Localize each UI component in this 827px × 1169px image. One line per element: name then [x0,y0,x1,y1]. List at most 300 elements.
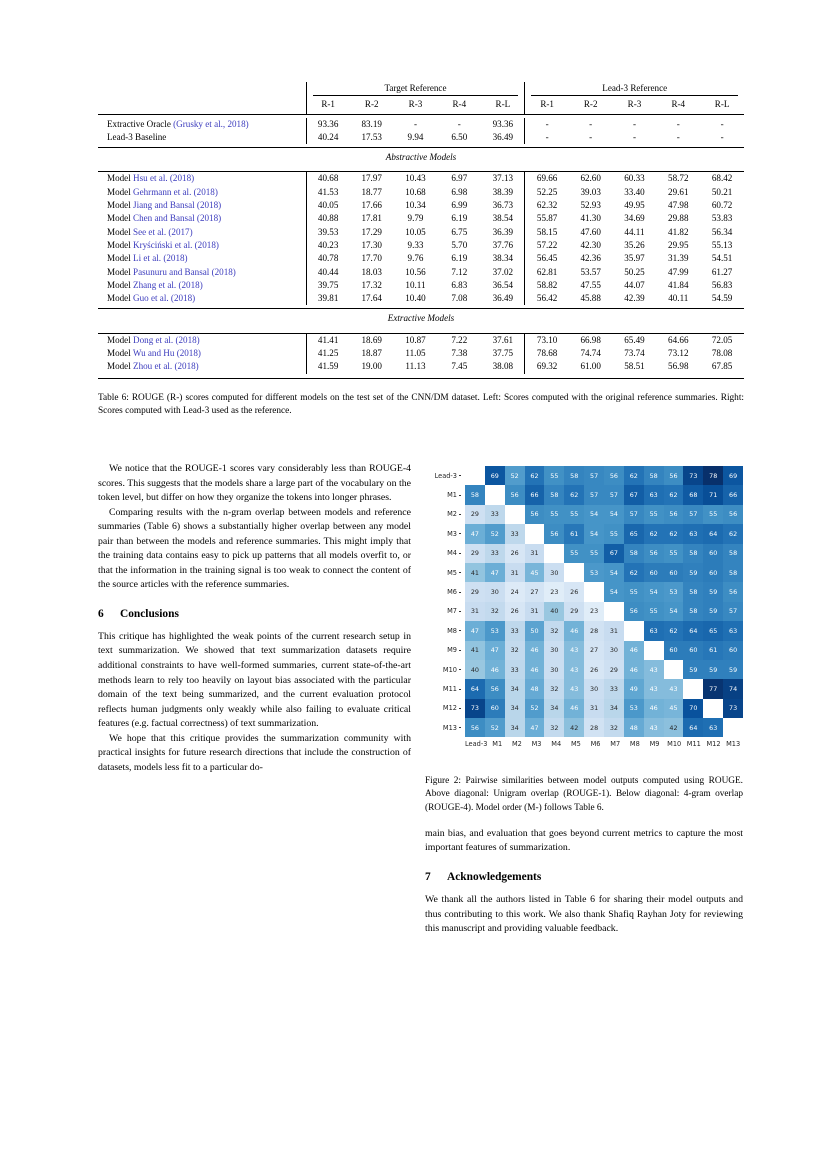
table-cell: 35.26 [624,239,645,250]
table-cell: 66.98 [580,334,601,345]
heatmap-cell: 29 [564,602,584,621]
table-cell: 41.53 [306,186,350,199]
heatmap-column-label: M13 [726,740,741,749]
table-cell: 11.13 [405,361,426,372]
heatmap-cell: 47 [465,621,485,640]
heatmap-cell: 73 [683,466,703,485]
heatmap-cell: 77 [703,679,723,698]
heatmap-cell: 45 [664,699,684,718]
table-cell: 40.88 [306,212,350,225]
table-cell: 41.84 [668,279,689,290]
heatmap-cell: 31 [505,563,525,582]
table-cell: 29.61 [668,186,689,197]
table-cell: 41.25 [306,347,350,360]
table-section-label-row [98,309,744,329]
table-cell: 7.08 [451,293,468,304]
rule-cell [656,374,700,379]
heatmap-cell: 71 [703,485,723,504]
section-title: Conclusions [120,607,179,620]
table-cell: 72.05 [711,334,733,345]
heatmap-cell: 30 [544,660,564,679]
heatmap-cell: 56 [624,602,644,621]
table-cell: 55.87 [525,212,569,225]
heatmap-cell: 26 [505,602,525,621]
citation-link[interactable]: Gehrmann et al. (2018) [133,186,218,197]
table-cell: 55.13 [711,239,733,250]
table-cell: 40.44 [306,266,350,279]
heatmap-cell: 23 [544,582,564,601]
table-cell: 17.53 [361,131,382,142]
heatmap-cell: 55 [544,505,564,524]
heatmap-cell: 57 [624,505,644,524]
heatmap-cell: 60 [683,641,703,660]
table-cell: 56.83 [711,279,733,290]
table-section-label: Extractive Models [387,313,455,324]
table-section-label-row [98,148,744,168]
heatmap-column-label: M2 [511,740,522,749]
rule-cell [394,374,438,379]
heatmap-cell: 60 [703,563,723,582]
heatmap-cell [664,660,684,679]
heatmap-cell: 63 [644,485,664,504]
heatmap-cell: 27 [525,582,545,601]
heatmap-cell: 58 [544,485,564,504]
heatmap-cell: 59 [703,582,723,601]
column-header: R-2 [583,99,598,110]
table-cell: 52.25 [525,186,569,199]
heatmap-cell: 56 [505,485,525,504]
citation-link[interactable]: Zhang et al. (2018) [133,279,203,290]
table-cell: 10.11 [405,279,426,290]
heatmap-cell: 48 [525,679,545,698]
table-cell: 18.87 [361,348,382,359]
section-number: 7 [425,870,431,883]
heatmap-cell: 31 [525,602,545,621]
heatmap-cell: 30 [584,679,604,698]
heatmap-cell: 46 [624,660,644,679]
table-cell: - [413,118,417,129]
heatmap-cell: 60 [664,563,684,582]
table-6 [98,82,744,379]
table-cell: 53.83 [711,213,733,224]
citation-link[interactable]: Kryściński et al. (2018) [133,239,219,250]
heatmap-column-label: M10 [667,740,682,749]
table-row-label: Model Jiang and Bansal (2018) [107,200,222,211]
table-cell: 62.32 [525,199,569,212]
citation-link[interactable]: (Grusky et al., 2018) [173,118,249,129]
table-cell: 78.08 [711,348,733,359]
heatmap-cell: 46 [624,641,644,660]
heatmap-cell: 63 [723,621,743,640]
table-cell: 41.59 [306,360,350,373]
heatmap-cell [604,602,624,621]
heatmap-cell: 63 [683,524,703,543]
table-cell: 40.24 [306,131,350,144]
heatmap-cell: 30 [544,641,564,660]
heatmap-cell: 54 [584,524,604,543]
heatmap-cell: 64 [703,524,723,543]
heatmap-cell: 57 [604,485,624,504]
table-cell: 39.81 [306,292,350,305]
table-cell: 7.38 [451,348,468,359]
heatmap-cell: 29 [465,505,485,524]
table-cell: 45.88 [580,293,601,304]
heatmap-cell: 31 [525,544,545,563]
heatmap-cell: 40 [544,602,564,621]
heatmap-cell: 56 [485,679,505,698]
table-cell: 69.66 [525,172,569,186]
table-cell: 6.19 [451,253,468,264]
table-cell: - [457,118,461,129]
heatmap-cell: 41 [465,563,485,582]
heatmap-cell: 34 [505,699,525,718]
table-cell: 17.81 [361,213,382,224]
heatmap-cell: 73 [723,699,743,718]
heatmap-cell: 52 [485,718,505,737]
paragraph-main-bias: main bias, and evaluation that goes beyond current metrics to capture the most important features of summarization. [425,827,743,854]
table-cell: 93.36 [306,118,350,131]
table-cell: 39.53 [306,226,350,239]
heatmap-cell: 58 [683,582,703,601]
table-cell: 41.82 [668,226,689,237]
table-group-header [306,82,525,98]
table-cell: 56.34 [711,226,733,237]
heatmap-cell: 34 [604,699,624,718]
heatmap-cell: 33 [505,621,525,640]
table-cell: 19.00 [361,361,382,372]
heatmap-row-label: Lead-3 [425,466,465,485]
table-row-label: Model Gehrmann et al. (2018) [107,186,218,197]
heatmap-cell: 30 [485,582,505,601]
heatmap-cell: 41 [465,641,485,660]
heatmap-cell: 54 [644,582,664,601]
heatmap-cell: 54 [584,505,604,524]
table-cell: 60.72 [711,200,733,211]
table-cell: 83.19 [361,118,382,129]
heatmap-cell: 31 [465,602,485,621]
heatmap-cell: 64 [465,679,485,698]
table-cell: 36.49 [492,293,514,304]
table-row-label: Model Pasunuru and Bansal (2018) [107,266,236,277]
heatmap-cell: 60 [644,563,664,582]
heatmap-cell: 62 [664,621,684,640]
table-cell: 31.39 [668,253,689,264]
heatmap-cell: 73 [465,699,485,718]
table-cell: 29.88 [668,213,689,224]
table-cell: 41.41 [306,333,350,347]
figure-caption: Figure 2: Pairwise similarities between model outputs computed using ROUGE. Above diagonal: Unigram overlap (ROUGE-1). Below diagonal: 4-gram overlap (ROUGE-4). Model order (M-) follows Table 6. [425,776,743,813]
table-cell: - [525,118,569,131]
heatmap-column-label: M1 [492,740,503,749]
heatmap-cell: 68 [683,485,703,504]
table-cell: 6.97 [451,173,468,184]
heatmap-cell: 62 [624,466,644,485]
paragraph-conclusions-2: We hope that this critique provides the summarization community with practical insights for future research directions that include the construction of datasets, models less fit to a particular do- [98,732,411,773]
table-cell: 73.10 [525,333,569,347]
table-cell: 9.76 [407,253,424,264]
heatmap-cell: 58 [723,544,743,563]
heatmap-cell: 57 [584,485,604,504]
table-row [98,347,744,360]
heatmap-cell: 43 [564,679,584,698]
heatmap-cell: 46 [644,699,664,718]
group-header-label: Target Reference [384,83,447,93]
heatmap-cell: 56 [525,505,545,524]
table-row-label: Model Chen and Bansal (2018) [107,213,222,224]
heatmap-row-label: M6 [425,582,465,601]
heatmap-cell [564,563,584,582]
heatmap-row-label: M9 [425,641,465,660]
table-cell: 74.74 [580,348,601,359]
heatmap-cell: 29 [465,582,485,601]
table-cell: 42.39 [624,293,645,304]
table-cell: - [632,131,636,142]
rule-cell [613,374,657,379]
table-cell: 58.15 [525,226,569,239]
heatmap-cell: 34 [544,699,564,718]
heatmap-cell: 57 [584,466,604,485]
table-row [98,360,744,373]
table-cell: 7.45 [451,361,468,372]
column-header: R-3 [627,99,642,110]
heatmap-cell [584,582,604,601]
heatmap-cell: 42 [664,718,684,737]
heatmap-cell: 60 [723,641,743,660]
heatmap-axis-corner [425,737,465,748]
citation-link[interactable]: Guo et al. (2018) [133,293,196,304]
heatmap-cell: 32 [604,718,624,737]
table-cell: 50.21 [711,186,733,197]
heatmap-cell: 34 [505,718,525,737]
heatmap-cell: 65 [703,621,723,640]
table-cell: 42.36 [580,253,601,264]
table-cell: - [720,118,724,129]
citation-link[interactable]: Jiang and Bansal (2018) [133,200,222,211]
table-cell: 37.75 [492,348,514,359]
section-heading-conclusions [98,607,411,621]
heatmap-column-label: M6 [590,740,601,749]
table-cell: 17.66 [361,200,382,211]
heatmap-cell: 45 [525,563,545,582]
heatmap-cell: 55 [644,505,664,524]
heatmap-cell [703,699,723,718]
heatmap-cell: 32 [544,718,564,737]
table-cell: 38.34 [492,253,514,264]
table-cell: 6.83 [451,279,468,290]
table-row-label: Model Zhou et al. (2018) [107,361,199,372]
group-header-label: Lead-3 Reference [602,83,668,93]
heatmap-cell: 32 [485,602,505,621]
left-text-column [98,462,411,775]
table-cell: 56.98 [668,361,689,372]
table-cell: 64.66 [668,334,689,345]
table-cell: 47.55 [580,279,601,290]
table-cell: 37.02 [492,266,514,277]
table-cell: 44.11 [624,226,645,237]
table-cell: 62.60 [580,173,601,184]
table-cell: 38.54 [492,213,514,224]
heatmap-cell: 55 [564,544,584,563]
heatmap-cell: 26 [564,582,584,601]
table-cell: 9.94 [407,131,424,142]
table-cell: 56.42 [525,292,569,305]
citation-link[interactable]: See et al. (2017) [133,226,193,237]
table-row-label: Model Kryściński et al. (2018) [107,239,219,250]
heatmap-cell: 66 [525,485,545,504]
table-cell: 10.43 [405,173,426,184]
heatmap-cell: 31 [584,699,604,718]
citation-link[interactable]: Wu and Hu (2018) [132,348,201,359]
citation-link[interactable]: Dong et al. (2018) [133,334,200,345]
table-cell: 6.75 [451,226,468,237]
table-cell: 9.79 [407,213,424,224]
column-header: R-L [714,99,730,110]
table-row [98,279,744,292]
heatmap-row-label: M8 [425,621,465,640]
rule-cell [437,374,481,379]
citation-link[interactable]: Pasunuru and Bansal (2018) [133,266,236,277]
heatmap-row-label: M11 [425,679,465,698]
heatmap-cell: 29 [604,660,624,679]
heatmap-cell [525,524,545,543]
heatmap-cell: 33 [485,544,505,563]
heatmap-row-label: M12 [425,699,465,718]
heatmap-cell: 60 [703,544,723,563]
heatmap-cell: 66 [723,485,743,504]
heatmap-row-label: M4 [425,544,465,563]
spacer [98,82,306,98]
table-row [98,266,744,279]
table-cell: 73.12 [668,348,689,359]
heatmap-cell: 33 [505,660,525,679]
heatmap-column-label: M8 [629,740,640,749]
table-cell: 54.51 [711,253,733,264]
table-cell: 37.76 [492,239,514,250]
table-cell: 60.33 [624,173,645,184]
heatmap-cell: 47 [485,641,505,660]
table-cell: 10.56 [405,266,426,277]
heatmap-cell: 61 [564,524,584,543]
table-cell: 44.07 [624,279,645,290]
heatmap-cell: 55 [544,466,564,485]
heatmap-column-label: M9 [649,740,660,749]
column-header: R-4 [671,99,686,110]
heatmap-row-label: M10 [425,660,465,679]
heatmap-cell: 43 [564,641,584,660]
heatmap-cell: 49 [624,679,644,698]
table-cell: 10.34 [405,200,426,211]
heatmap-cell: 64 [683,621,703,640]
table-cell: 37.13 [492,173,514,184]
heatmap-cell: 56 [723,582,743,601]
heatmap-cell: 67 [604,544,624,563]
heatmap-cell: 62 [624,563,644,582]
table-cell: 52.93 [580,200,601,211]
heatmap-cell: 54 [604,582,624,601]
table-cell: 10.87 [405,334,426,345]
table-cell: 36.39 [492,226,514,237]
heatmap-cell: 63 [703,718,723,737]
table-cell: 36.49 [492,131,514,142]
table-cell: 69.32 [525,360,569,373]
heatmap-column-label: M5 [570,740,581,749]
table-cell: 10.40 [405,293,426,304]
right-text-column [425,775,743,937]
heatmap-cell: 24 [505,582,525,601]
table-group-header [525,82,744,98]
table-cell: 57.22 [525,239,569,252]
column-header: R-1 [525,98,569,114]
table-cell: 61.27 [711,266,733,277]
heatmap-cell: 46 [564,699,584,718]
citation-link[interactable]: Hsu et al. (2018) [133,173,195,184]
heatmap-cell: 54 [664,602,684,621]
citation-link[interactable]: Li et al. (2018) [133,253,188,264]
heatmap-cell: 56 [465,718,485,737]
table-row-label: Lead-3 Baseline [107,131,167,142]
heatmap-column-label: M3 [531,740,542,749]
table-cell: 47.98 [668,200,689,211]
heatmap-cell: 74 [723,679,743,698]
table-cell: 47.60 [580,226,601,237]
table-row-label: Extractive Oracle (Grusky et al., 2018) [107,118,249,129]
table-row-label: Model Hsu et al. (2018) [107,173,195,184]
citation-link[interactable]: Chen and Bansal (2018) [133,213,222,224]
citation-link[interactable]: Zhou et al. (2018) [133,361,199,372]
heatmap-cell: 30 [604,641,624,660]
heatmap-cell: 55 [624,582,644,601]
table-cell: 40.78 [306,252,350,265]
heatmap-cell: 43 [644,660,664,679]
table-cell: 62.81 [525,266,569,279]
table-cell: 38.39 [492,186,514,197]
paragraph-ngram-overlap: Comparing results with the n-gram overlap between models and reference summaries (Table 6) shows a substantially higher overlap between any model pair than between the models and reference summaries. This might imply that the training data contains easy to pick up patterns that all models overfit to, or that the information in the training signal is too weak to connect the content of the source articles with the reference summaries. [98,506,411,591]
rule-cell [525,374,569,379]
table-cell: 38.08 [492,361,514,372]
table-row-label: Model See et al. (2017) [107,226,193,237]
heatmap-cell [544,544,564,563]
heatmap-cell: 32 [544,621,564,640]
heatmap-cell: 59 [703,602,723,621]
table-cell: 36.73 [492,200,514,211]
table-cell: 56.45 [525,252,569,265]
heatmap-cell: 54 [604,563,624,582]
heatmap-cell: 30 [544,563,564,582]
heatmap-cell: 52 [505,466,525,485]
heatmap-cell: 58 [624,544,644,563]
column-header: R-2 [364,99,379,110]
table-group-header-row [98,82,744,98]
table-row [98,118,744,131]
section-title: Acknowledgements [447,870,542,883]
heatmap-cell: 27 [584,641,604,660]
table-cell: 73.74 [624,348,645,359]
heatmap-cell: 58 [723,563,743,582]
table-row [98,333,744,347]
column-header: R-4 [452,99,467,110]
heatmap-cell: 54 [604,505,624,524]
table-cell: 18.03 [361,266,382,277]
heatmap-cell: 47 [525,718,545,737]
heatmap-row-label: M7 [425,602,465,621]
table-cell: 17.64 [361,293,382,304]
spacer [98,98,306,114]
heatmap-cell: 59 [683,563,703,582]
table-cell: 61.00 [580,361,601,372]
table-cell: 39.03 [580,186,601,197]
heatmap-cell: 59 [723,660,743,679]
heatmap-cell: 58 [465,485,485,504]
